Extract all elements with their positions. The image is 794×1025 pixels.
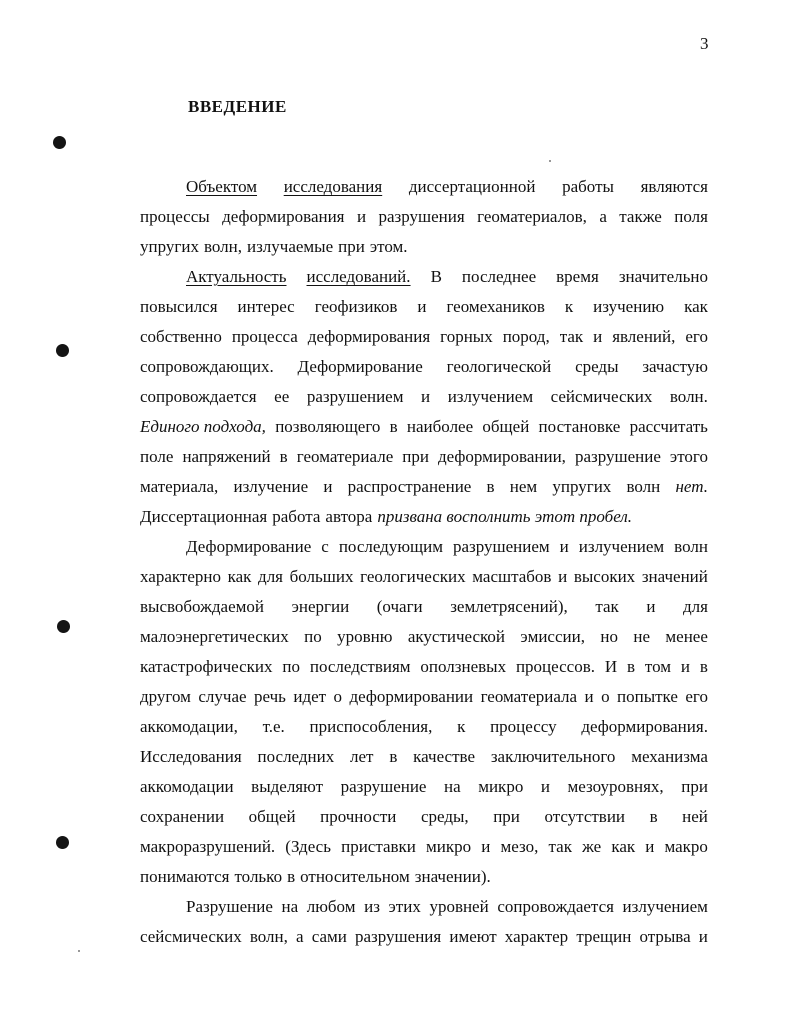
text-line [140,866,708,888]
word: явлений, [612,327,676,346]
word: ней [682,807,708,826]
word: и [584,687,594,706]
word: речь [253,687,286,706]
word: макро [664,837,708,856]
word: значительно [618,267,708,286]
word: в [699,657,708,676]
text-line [140,596,708,618]
word: зачастую [642,357,708,376]
word: из [364,897,380,916]
text-line [140,656,708,678]
word: разрушения [355,927,442,946]
word: его [685,327,708,346]
word: сопровождающих. [140,357,274,376]
word: пород, [502,327,550,346]
word: как [611,837,636,856]
word: поля [674,207,708,226]
word: работы [562,177,614,196]
text-line [140,356,708,378]
word: процессу [490,717,557,736]
word: и [481,837,491,856]
word: геофизиков [314,297,398,316]
word: упругих [140,237,199,256]
punch-hole-2 [56,344,69,357]
word: значении). [414,867,491,886]
word: упругих [552,477,612,496]
word: излучением [447,387,534,406]
word: отрыва [639,927,691,946]
word: больших [289,567,354,586]
word: деформирования [222,207,345,226]
word: землетрясений), [450,597,568,616]
text-line [140,476,708,498]
word: и [540,777,550,796]
text-line [140,326,708,348]
word: качестве [413,747,475,766]
word: процессов. [515,657,595,676]
word: горных [440,327,493,346]
text-line [140,776,708,798]
word: в [389,747,398,766]
word: характерно [140,567,221,586]
word: последних [257,747,335,766]
word: по [282,657,300,676]
word: мезоуровнях, [567,777,664,796]
word: исследований. [306,267,411,286]
word: трещин [576,927,632,946]
word: так [595,597,619,616]
word: Актуальность [186,267,287,286]
word: деформирования [307,327,431,346]
word: призвана восполнить этот пробел. [377,507,632,526]
word: (очаги [376,597,423,616]
text-line [186,266,708,288]
word: в [279,447,288,466]
word: катастрофических [140,657,273,676]
word: по [304,627,322,646]
word: геологической [446,357,552,376]
text-line [140,746,708,768]
word: разрушением [452,537,550,556]
word: и [356,207,367,226]
word: являются [640,177,708,196]
word: И [604,657,618,676]
word: излучаемые [246,237,334,256]
word: среды, [420,807,469,826]
text-line [140,566,708,588]
text-line [186,896,708,918]
word: другом [140,687,191,706]
word: в [486,477,495,496]
word: напряжений [182,447,271,466]
word: при [338,237,365,256]
word: Диссертационная [140,507,268,526]
word: заключительного [490,747,616,766]
word: Единого подхода, [140,417,266,436]
word: изучению [593,297,665,316]
word: приспособления, [309,717,433,736]
word: излучение [233,477,309,496]
word: как [684,297,708,316]
word: т.е. [262,717,285,736]
word: процессы [140,207,210,226]
word: (Здесь [285,837,331,856]
word: и [680,657,690,676]
word: и [698,927,708,946]
word: макроразрушений. [140,837,276,856]
scan-speck [78,950,80,952]
text-line [140,626,708,648]
text-line [140,206,708,228]
word: разрушение [574,447,661,466]
word: высвобождаемой [140,597,264,616]
word: и [593,327,603,346]
word: же [582,837,602,856]
text-line [140,296,708,318]
word: уровней [429,897,489,916]
text-line [140,446,708,468]
word: при [402,447,429,466]
word: сохранении [140,807,225,826]
text-line [186,536,708,558]
word: последующим [338,537,443,556]
word: менее [665,627,708,646]
word: рассчитать [629,417,708,436]
word: этом. [369,237,408,256]
word: на [444,777,461,796]
word: а [599,207,607,226]
word: а [296,927,304,946]
word: Исследования [140,747,242,766]
word: для [258,567,283,586]
word: при [681,777,708,796]
word: также [619,207,662,226]
word: микро [426,837,472,856]
word: энергии [291,597,350,616]
word: Разрушение [186,897,273,916]
word: ее [274,387,290,406]
word: деформировании, [438,447,566,466]
text-line [186,176,708,198]
word: волн, [249,927,288,946]
word: время [556,267,599,286]
punch-hole-4 [56,836,69,849]
word: волн [674,537,708,556]
word: так [548,837,572,856]
word: случае [198,687,247,706]
word: его [685,687,708,706]
word: при [493,807,520,826]
text-line [140,686,708,708]
text-line [140,386,708,408]
word: деформировании [349,687,474,706]
word: в [389,417,398,436]
word: этих [388,897,421,916]
word: исследования [283,177,383,196]
word: и [421,387,431,406]
word: не [633,627,651,646]
word: мезо, [500,837,539,856]
word: автора [325,507,373,526]
text-line [140,836,708,858]
word: и [558,567,568,586]
word: деформирования. [581,717,708,736]
word: Деформирование [186,537,312,556]
word: повысился [140,297,218,316]
word: общей [248,807,296,826]
word: малоэнергетических [140,627,289,646]
word: так [559,327,584,346]
word: к [457,717,466,736]
word: этого [669,447,708,466]
word: механизма [631,747,708,766]
word: понимаются [140,867,230,886]
word: последствиям [309,657,411,676]
word: аккомодации, [140,717,238,736]
text-line [140,506,708,528]
page-number: 3 [700,34,709,53]
word: процесса [231,327,298,346]
word: разрушения [378,207,465,226]
page-heading: ВВЕДЕНИЕ [188,97,287,116]
word: оползневых [420,657,507,676]
word: высоких [573,567,636,586]
word: и [323,477,333,496]
text-line [140,806,708,828]
word: имеют [449,927,497,946]
word: среды [575,357,619,376]
word: волн [626,477,661,496]
word: общей [482,417,530,436]
word: наиболее [406,417,474,436]
word: в [626,657,636,676]
word: геоматериалов, [477,207,587,226]
word: лет [350,747,374,766]
word: относительном [300,867,410,886]
text-line [140,716,708,738]
word: и [646,597,656,616]
text-line [140,926,708,948]
word: с [321,537,329,556]
word: о [601,687,610,706]
word: позволяющего [275,417,381,436]
word: сопровождается [497,897,614,916]
word: и [417,297,427,316]
text-line [140,416,708,438]
punch-hole-3 [57,620,70,633]
word: и [645,837,655,856]
word: Объектом [186,177,258,196]
word: как [227,567,252,586]
word: геоматериале [296,447,394,466]
word: геомехаников [446,297,545,316]
word: излучением [578,537,665,556]
word: разрушением [306,387,404,406]
word: в [649,807,658,826]
word: В [430,267,442,286]
text-line [140,236,708,258]
word: о [333,687,343,706]
word: аккомодации [140,777,234,796]
word: сами [311,927,347,946]
word: к [564,297,574,316]
word: интерес [237,297,295,316]
word: приставки [341,837,416,856]
word: последнее [461,267,537,286]
word: и [559,537,569,556]
word: отсутствии [544,807,626,826]
word: том [644,657,672,676]
word: эмиссии, [520,627,585,646]
word: работа [272,507,321,526]
word: в [287,867,296,886]
word: сейсмических [140,927,242,946]
word: геоматериала [480,687,578,706]
word: характер [504,927,569,946]
word: масштабов [472,567,552,586]
word: материала, [140,477,219,496]
word: геологических [360,567,466,586]
word: на [281,897,299,916]
word: распространение [347,477,472,496]
word: микро [478,777,524,796]
punch-hole-1 [53,136,66,149]
word: любом [306,897,356,916]
word: поле [140,447,174,466]
scan-speck [549,160,551,162]
word: волн. [669,387,708,406]
word: акустической [407,627,506,646]
word: постановке [538,417,621,436]
word: нет. [675,477,708,496]
word: разрушение [340,777,427,796]
word: нем [509,477,538,496]
word: попытке [617,687,678,706]
word: волн, [203,237,242,256]
word: излучением [622,897,708,916]
word: сейсмических [550,387,653,406]
word: выделяют [251,777,324,796]
word: но [600,627,618,646]
word: для [683,597,708,616]
word: уровню [337,627,393,646]
word: значений [641,567,708,586]
word: сопровождается [140,387,257,406]
word: прочности [320,807,397,826]
word: диссертационной [408,177,536,196]
word: только [234,867,283,886]
word: Деформирование [297,357,423,376]
word: идет [293,687,327,706]
word: собственно [140,327,222,346]
